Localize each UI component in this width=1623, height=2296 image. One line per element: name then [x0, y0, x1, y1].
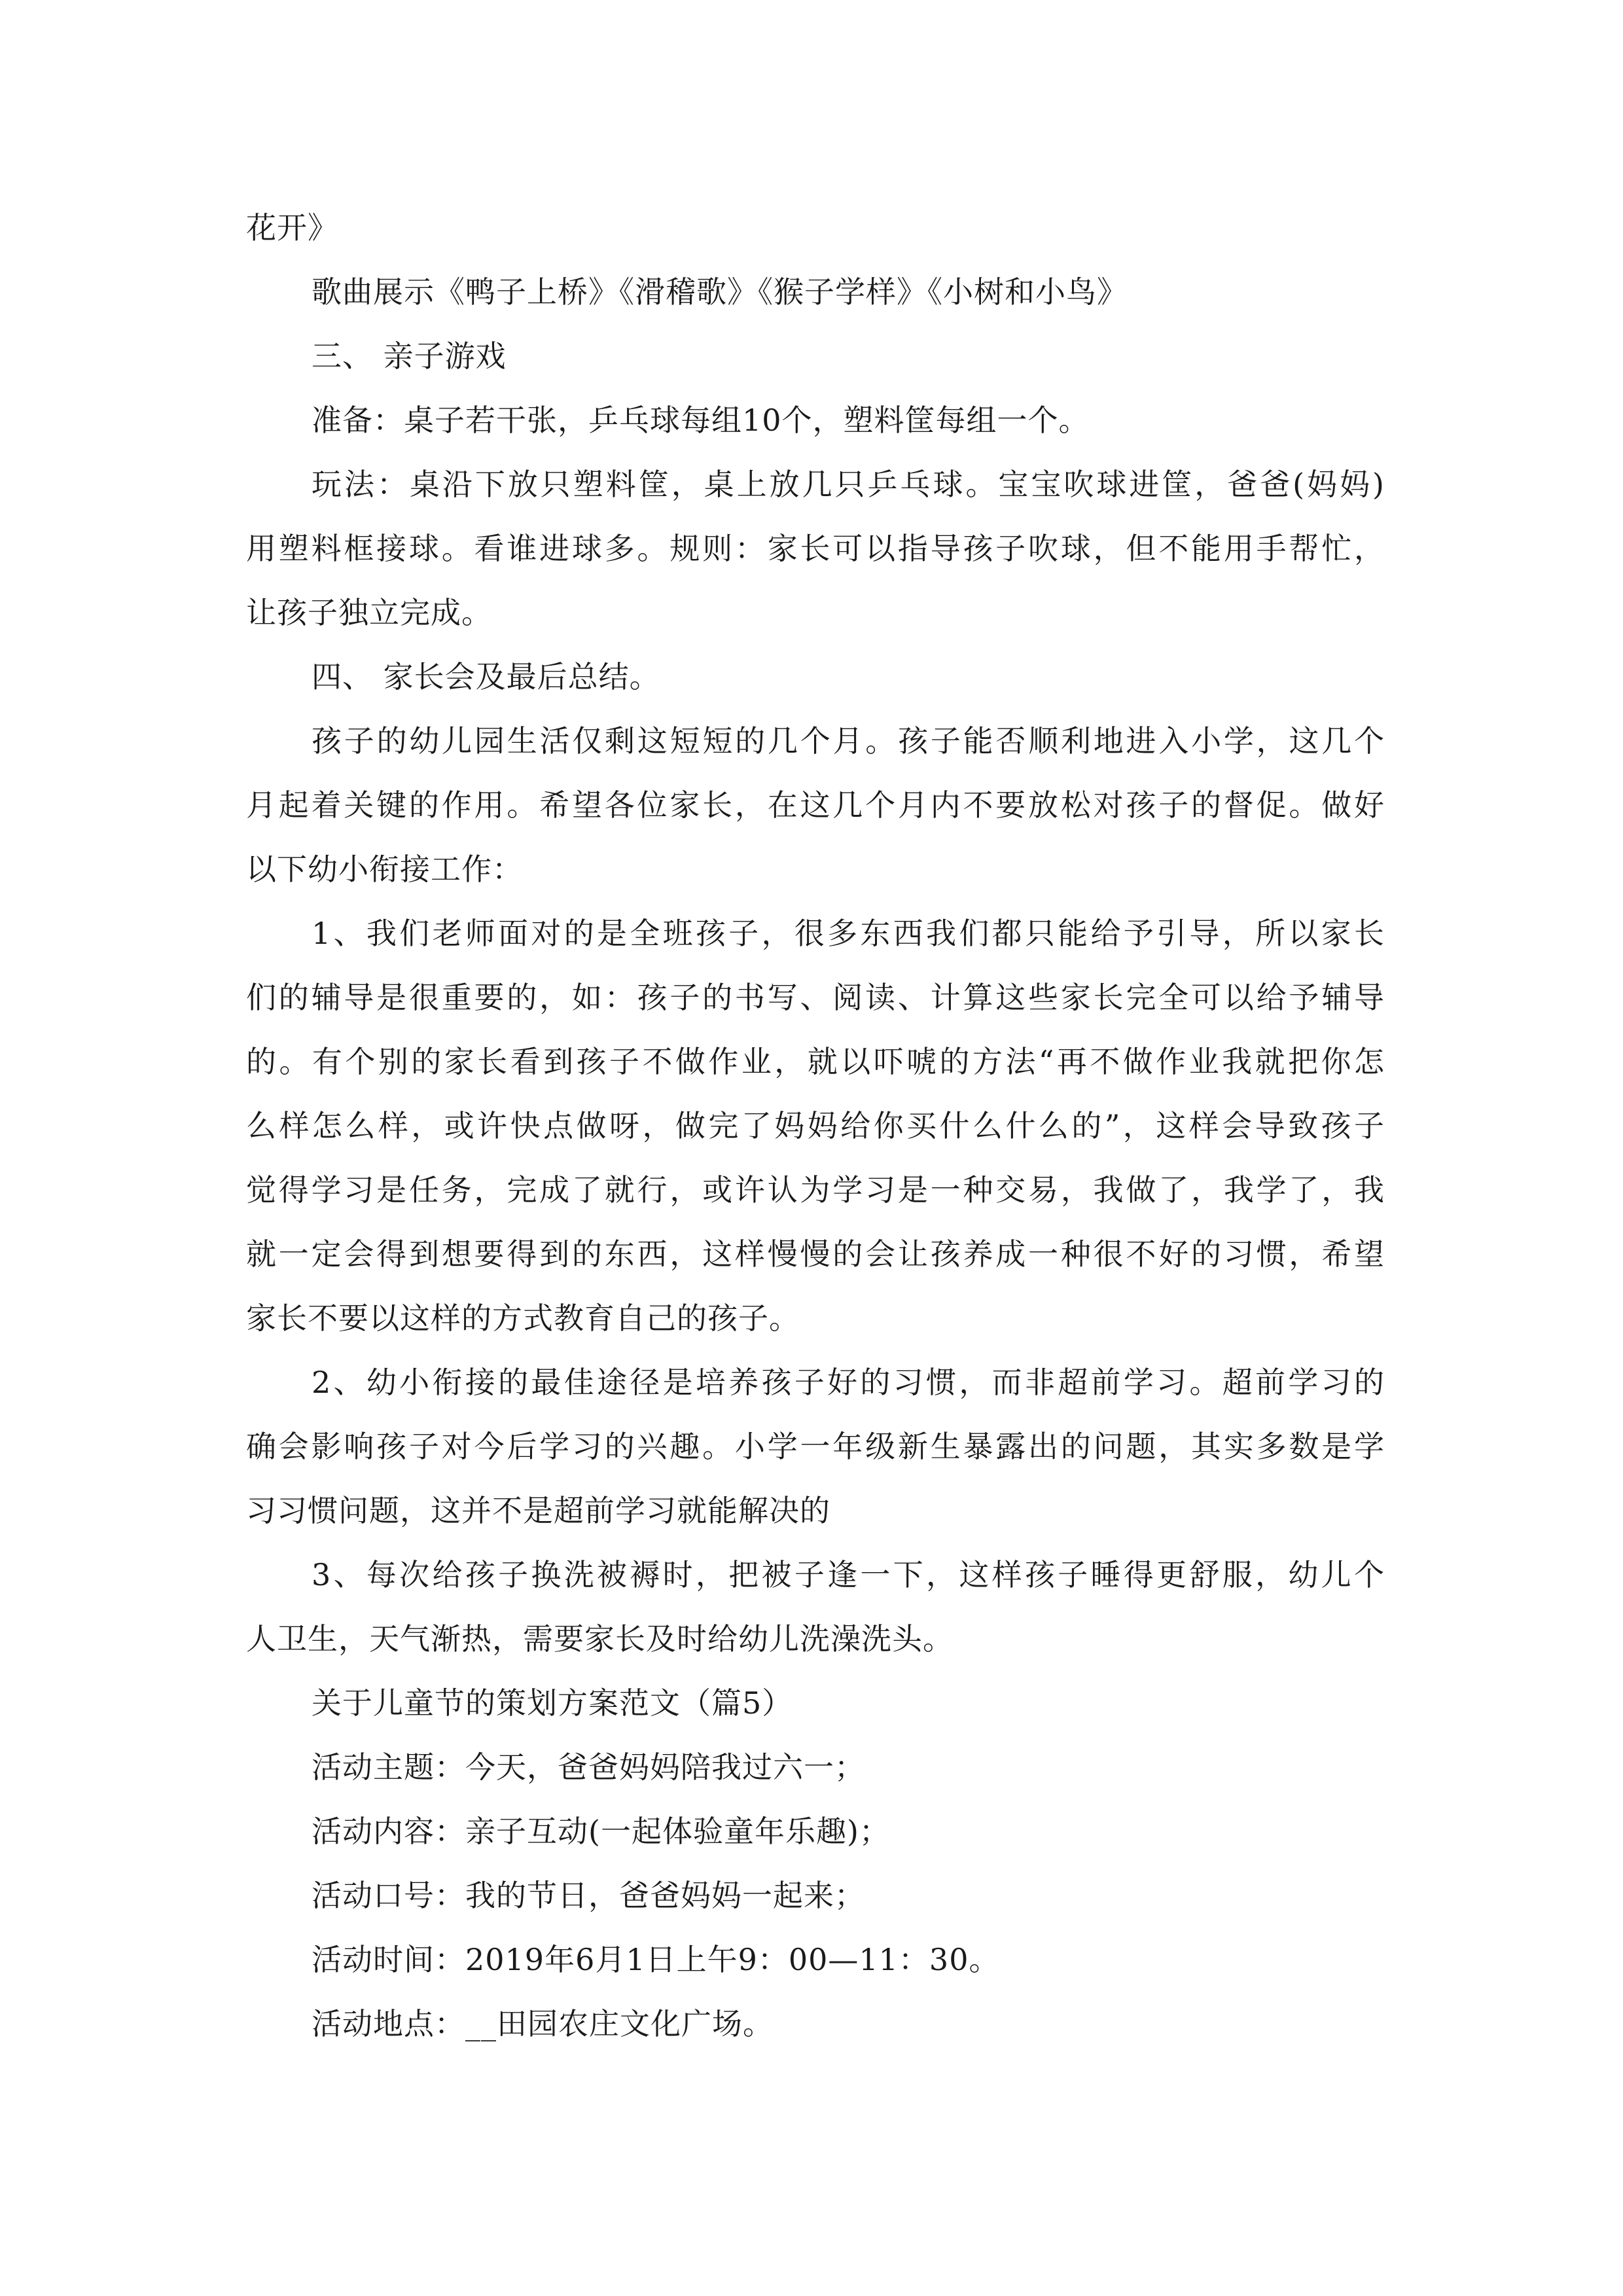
- text-line: 习习惯问题，这并不是超前学习就能解决的: [246, 1493, 830, 1528]
- text-line: 花开》: [246, 210, 338, 245]
- text-line: 人卫生，天气渐热，需要家长及时给幼儿洗澡洗头。: [246, 1621, 954, 1657]
- article-title: 关于儿童节的策划方案范文（篇5）: [312, 1685, 793, 1721]
- text-line: 用塑料框接球。看谁进球多。规则：家长可以指导孩子吹球，但不能用手帮忙，: [246, 531, 1385, 566]
- text-line: 1、我们老师面对的是全班孩子，很多东西我们都只能给予引导，所以家长: [312, 916, 1385, 951]
- text-line: 活动主题：今天，爸爸妈妈陪我过六一；: [312, 1749, 865, 1785]
- text-line: 的。有个别的家长看到孩子不做作业，就以吓唬的方法“再不做作业我就把你怎: [246, 1044, 1385, 1079]
- text-line: 准备：桌子若干张，乒乓球每组10个，塑料筐每组一个。: [312, 403, 1090, 438]
- text-line: 3、每次给孩子换洗被褥时，把被子逢一下，这样孩子睡得更舒服，幼儿个: [312, 1557, 1385, 1592]
- section-heading: 三、 亲子游戏: [312, 338, 507, 374]
- text-line: 就一定会得到想要得到的东西，这样慢慢的会让孩养成一种很不好的习惯，希望: [246, 1236, 1385, 1272]
- text-line: 活动口号：我的节日，爸爸妈妈一起来；: [312, 1878, 865, 1913]
- text-line: 们的辅导是很重要的，如：孩子的书写、阅读、计算这些家长完全可以给予辅导: [246, 980, 1385, 1015]
- text-line: 觉得学习是任务，完成了就行，或许认为学习是一种交易，我做了，我学了，我: [246, 1172, 1385, 1208]
- text-line: 月起着关键的作用。希望各位家长，在这几个月内不要放松对孩子的督促。做好: [246, 787, 1385, 823]
- text-line: 2、幼小衔接的最佳途径是培养孩子好的习惯，而非超前学习。超前学习的: [312, 1365, 1385, 1400]
- text-line: 家长不要以这样的方式教育自己的孩子。: [246, 1300, 800, 1336]
- text-line: 孩子的幼儿园生活仅剩这短短的几个月。孩子能否顺利地进入小学，这几个: [312, 723, 1385, 759]
- text-line: 歌曲展示《鸭子上桥》《滑稽歌》《猴子学样》《小树和小鸟》: [312, 274, 1128, 310]
- text-line: 么样怎么样，或许快点做呀，做完了妈妈给你买什么什么的”，这样会导致孩子: [246, 1108, 1385, 1143]
- text-line: 以下幼小衔接工作：: [246, 852, 523, 887]
- text-line: 活动内容：亲子互动(一起体验童年乐趣)；: [312, 1814, 890, 1849]
- text-line: 玩法：桌沿下放只塑料筐，桌上放几只乒乓球。宝宝吹球进筐，爸爸(妈妈): [312, 467, 1385, 502]
- text-line: 确会影响孩子对今后学习的兴趣。小学一年级新生暴露出的问题，其实多数是学: [246, 1429, 1385, 1464]
- text-line: 活动地点：__田园农庄文化广场。: [312, 2006, 774, 2041]
- text-line: 活动时间：2019年6月1日上午9：00—11：30。: [312, 1942, 1000, 1977]
- text-line: 让孩子独立完成。: [246, 595, 492, 630]
- section-heading: 四、 家长会及最后总结。: [312, 659, 660, 694]
